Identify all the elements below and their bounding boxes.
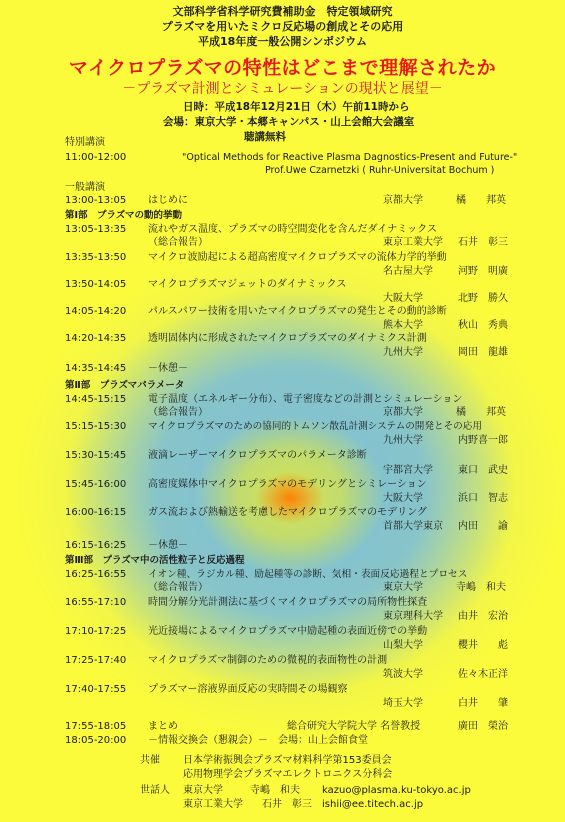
talk-title: マイクロプラズマのための協同的トムソン散乱計測システムの開発とその応用 [148, 421, 482, 432]
general-heading: 一般講演 [65, 182, 105, 193]
talk-title: マイクロプラズマジェットのダイナミックス [148, 279, 347, 290]
talk-note: （総合報告） [148, 237, 208, 248]
talk-time: 14:45-15:15 [65, 394, 127, 405]
talk-title: イオン種、ラジカル種、励起種等の診断、気相・表面反応過程とプロセス [148, 569, 468, 580]
talk-title: マイクロプラズマ制御のための微視的表面物性の計測 [148, 655, 388, 666]
talk-title: ガス流および熱輸送を考慮したマイクロプラズマのモデリング [148, 507, 427, 518]
talk-speaker: 石井 彰三 [458, 237, 508, 248]
contact2-email[interactable]: ishii@ee.titech.ac.jp [322, 799, 424, 810]
talk-title: 電子温度（エネルギー分布）、電子密度などの計測とシミュレーション [148, 394, 463, 405]
funding-line: 文部科学省科学研究費補助金 特定領域研究 [172, 5, 393, 18]
talk-time: 16:25-16:55 [65, 569, 127, 580]
part2-heading: 第Ⅱ部 プラズマパラメータ [65, 380, 185, 391]
talk-time: 17:40-17:55 [65, 684, 127, 695]
break-label: －休憩－ [148, 540, 188, 551]
talk-speaker: 東口 武史 [458, 465, 508, 476]
talk-affil: 東京理科大学 [383, 611, 443, 622]
talk-speaker: 岡田 龍雄 [458, 347, 508, 358]
cosponsor-label: 共催 [140, 755, 160, 766]
talk-affil: 宇都宮大学 [383, 465, 433, 476]
talk-affil: 山梨大学 [383, 640, 423, 651]
contact1-email[interactable]: kazuo@plasma.ku-tokyo.ac.jp [322, 785, 471, 796]
talk-speaker: 佐々木正洋 [458, 669, 508, 680]
talk-note: （総合報告） [148, 407, 208, 418]
talk-title: 透明固体内に形成されたマイクロプラズマのダイナミクス計測 [148, 333, 427, 344]
talk-title: マイクロ波励起による超高密度マイクロプラズマの流体力学的挙動 [148, 252, 447, 263]
talk-affil: 熊本大学 [383, 320, 423, 331]
opening-time: 13:00-13:05 [65, 195, 127, 206]
talk-time: 16:00-16:15 [65, 507, 127, 518]
reception-time: 18:05-20:00 [65, 735, 127, 746]
talk-speaker: 寺嶋 和夫 [456, 582, 506, 593]
main-title: マイクロプラズマの特性はどこまで理解されたか [68, 57, 497, 79]
talk-speaker: 内野喜一郎 [458, 435, 508, 446]
part3-heading: 第Ⅲ部 プラズマ中の活性粒子と反応過程 [65, 555, 245, 566]
talk-affil: 東京大学 [383, 582, 423, 593]
talk-note: （総合報告） [148, 582, 208, 593]
contact2-affil: 東京工業大学 [183, 799, 243, 810]
part1-heading: 第Ⅰ部 プラズマの動的挙動 [65, 210, 183, 221]
talk-title: 流れやガス温度、プラズマの時空間変化を含んだダイナミックス [148, 224, 437, 235]
talk-title: パルスパワー技術を用いたマイクロプラズマの発生とその動的診断 [148, 306, 447, 317]
talk-title: 光近接場によるマイクロプラズマ中励起種の表面近傍での挙動 [148, 626, 428, 637]
talk-title: 液滴レーザーマイクロプラズマのパラメータ診断 [148, 450, 367, 461]
talk-affil: 京都大学 [383, 407, 423, 418]
opening-name: 橘 邦英 [456, 195, 506, 206]
venue-line: 会場：東京大学・本郷キャンパス・山上会館大会議室 [163, 116, 415, 128]
talk-affil: 首都大学東京 [383, 521, 443, 532]
talk-title: 時間分解分光計測法に基づくマイクロプラズマの局所物性探査 [148, 597, 428, 608]
talk-affil: 名古屋大学 [383, 266, 433, 277]
talk-time: 15:30-15:45 [65, 450, 127, 461]
contact-label: 世話人 [140, 785, 170, 796]
talk-affil: 大阪大学 [383, 293, 423, 304]
fee-line: 聴講無料 [244, 131, 286, 143]
talk-speaker: 北野 勝久 [458, 293, 508, 304]
talk-time: 17:10-17:25 [65, 626, 127, 637]
symposium-line: 平成18年度一般公開シンポジウム [198, 35, 367, 48]
date-line: 日時：平成18年12月21日（木）午前11時から [183, 101, 410, 113]
special-title: "Optical Methods for Reactive Plasma Dagnostics-Present and Future-" [182, 152, 518, 163]
talk-time: 15:15-15:30 [65, 421, 127, 432]
talk-title: 高密度媒体中マイクロプラズマのモデリングとシミレーション [148, 479, 427, 490]
opening-affil: 京都大学 [383, 195, 423, 206]
talk-speaker: 櫻井 彪 [458, 640, 508, 651]
project-line: プラズマを用いたミクロ反応場の創成とその応用 [161, 20, 404, 33]
contact2-name: 石井 彰三 [262, 799, 312, 810]
talk-speaker: 秋山 秀典 [458, 320, 508, 331]
break-time: 16:15-16:25 [65, 540, 127, 551]
special-heading: 特別講演 [65, 137, 105, 148]
talk-time: 14:05-14:20 [65, 306, 127, 317]
special-speaker: Prof.Uwe Czarnetzki ( Ruhr-Universitat Bochum ) [265, 165, 495, 176]
closing-affil: 総合研究大学院大学 名誉教授 [287, 721, 421, 732]
talk-affil: 大阪大学 [383, 493, 423, 504]
talk-time: 16:55-17:10 [65, 597, 127, 608]
closing-speaker: 廣田 榮治 [458, 721, 508, 732]
talk-speaker: 河野 明廣 [458, 266, 508, 277]
talk-speaker: 橘 邦英 [456, 407, 506, 418]
closing-title: まとめ [148, 721, 178, 732]
talk-speaker: 白井 肇 [458, 698, 508, 709]
talk-speaker: 内田 諭 [458, 521, 508, 532]
talk-affil: 九州大学 [383, 435, 423, 446]
talk-speaker: 由井 宏治 [458, 611, 508, 622]
talk-affil: 東京工業大学 [383, 237, 443, 248]
talk-affil: 筑波大学 [383, 669, 423, 680]
reception-title: －情報交換会（懇親会）－ 会場：山上会館食堂 [148, 735, 368, 746]
talk-affil: 九州大学 [383, 347, 423, 358]
closing-time: 17:55-18:05 [65, 721, 127, 732]
cosponsor-1: 日本学術振興会プラズマ材料科学第153委員会 [183, 755, 392, 766]
talk-time: 17:25-17:40 [65, 655, 127, 666]
special-time: 11:00-12:00 [65, 152, 127, 163]
contact1-affil: 東京大学 [183, 785, 223, 796]
talk-time: 13:35-13:50 [65, 252, 127, 263]
talk-time: 15:45-16:00 [65, 479, 127, 490]
contact1-name: 寺嶋 和夫 [250, 785, 300, 796]
opening-title: はじめに [148, 195, 188, 206]
talk-title: プラズマー溶液界面反応の実時間その場観察 [148, 684, 348, 695]
break-time: 14:35-14:45 [65, 363, 127, 374]
break-label: －休憩－ [148, 363, 188, 374]
talk-time: 13:05-13:35 [65, 224, 127, 235]
talk-speaker: 浜口 智志 [458, 493, 508, 504]
subtitle: －プラズマ計測とシミュレーションの現状と展望－ [122, 81, 443, 97]
talk-time: 14:20-14:35 [65, 333, 127, 344]
talk-affil: 埼玉大学 [383, 698, 423, 709]
talk-time: 13:50-14:05 [65, 279, 127, 290]
cosponsor-2: 応用物理学会プラズマエレクトロニクス分科会 [183, 769, 393, 780]
